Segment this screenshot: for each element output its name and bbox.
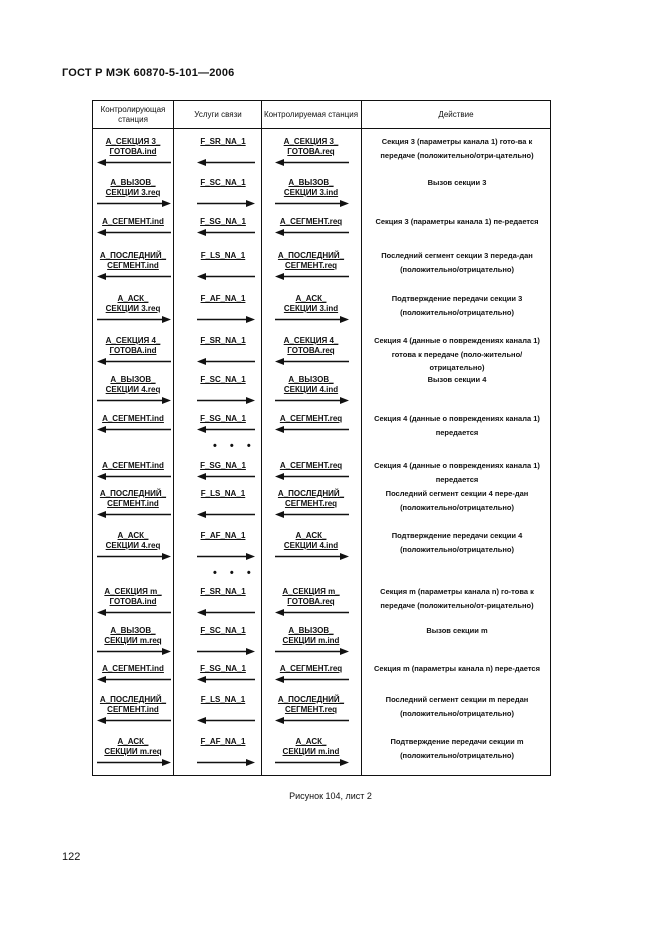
controlled-station-primitive — [265, 695, 357, 715]
controlled-station-primitive-line: A_АСК_ — [295, 294, 327, 303]
controlling-station-primitive-line: A_СЕКЦИЯ 4_ — [105, 336, 161, 345]
service-name — [193, 178, 253, 188]
controlled-station-primitive-line: A_СЕКЦИЯ 4_ — [283, 336, 339, 345]
service-name-line: F_AF_NA_1 — [200, 737, 246, 746]
arrow-right-icon — [97, 199, 171, 208]
service-name-line: F_SC_NA_1 — [200, 375, 246, 384]
figure-caption: Рисунок 104, лист 2 — [289, 791, 372, 801]
arrow-left-icon — [197, 510, 255, 519]
arrow-right-icon — [97, 396, 171, 405]
controlling-station-primitive-line: СЕГМЕНТ.ind — [107, 261, 159, 270]
arrow-left-icon — [97, 357, 171, 366]
controlled-station-primitive — [265, 375, 357, 395]
arrow-left-icon — [275, 510, 349, 519]
controlled-station-primitive — [265, 489, 357, 509]
controlling-station-primitive-line: A_СЕГМЕНТ.ind — [102, 664, 164, 673]
controlled-station-primitive-line: A_СЕКЦИЯ m_ — [282, 587, 340, 596]
controlling-station-primitive-line: СЕГМЕНТ.ind — [107, 499, 159, 508]
controlled-station-primitive — [265, 414, 357, 424]
service-name-line: F_SC_NA_1 — [200, 626, 246, 635]
arrow-right-icon — [197, 396, 255, 405]
controlling-station-primitive — [95, 414, 171, 424]
column-header-controlling-station: Контролирующая станция — [100, 105, 166, 124]
action-description: Секция 3 (параметры канала 1) пе-редается — [375, 217, 539, 226]
controlled-station-primitive — [265, 664, 357, 674]
action-description: Последний сегмент секции m передан (положительно/отрицательно) — [385, 695, 529, 718]
controlled-station-primitive-line: A_АСК_ — [295, 737, 327, 746]
controlled-station-primitive-line: A_ВЫЗОВ_ — [288, 375, 334, 384]
column-header-action: Действие — [438, 110, 474, 119]
controlled-station-primitive-line: СЕКЦИИ 3.ind — [283, 304, 339, 313]
controlled-station-primitive-line: СЕКЦИИ 4.ind — [283, 541, 339, 550]
arrow-left-icon — [275, 716, 349, 725]
column-header-services: Услуги связи — [194, 110, 242, 119]
arrow-right-icon — [197, 315, 255, 324]
service-name-line: F_SC_NA_1 — [200, 178, 246, 187]
arrow-left-icon — [197, 272, 255, 281]
arrow-right-icon — [275, 552, 349, 561]
controlling-station-primitive-line: A_ПОСЛЕДНИЙ_ — [99, 695, 167, 704]
arrow-left-icon — [275, 608, 349, 617]
controlled-station-primitive-line: СЕКЦИИ 3.ind — [283, 188, 339, 197]
action-description: Секция 4 (данные о повреждениях канала 1) передается — [374, 414, 540, 437]
arrow-left-icon — [97, 158, 171, 167]
controlled-station-primitive — [265, 251, 357, 271]
service-name — [193, 737, 253, 747]
service-name — [193, 664, 253, 674]
column-divider — [361, 101, 362, 775]
action-description: Последний сегмент секции 4 пере-дан (положительно/отрицательно) — [385, 489, 529, 512]
controlling-station-primitive — [95, 217, 171, 227]
controlling-station-primitive — [95, 695, 171, 715]
service-name — [193, 489, 253, 499]
column-divider — [261, 101, 262, 775]
controlled-station-primitive-line: A_ПОСЛЕДНИЙ_ — [277, 489, 345, 498]
page-number: 122 — [62, 851, 81, 863]
document-header: ГОСТ Р МЭК 60870-5-101—2006 — [62, 67, 235, 79]
controlled-station-primitive-line: A_СЕГМЕНТ.req — [279, 664, 343, 673]
controlled-station-primitive-line: A_ВЫЗОВ_ — [288, 178, 334, 187]
controlled-station-primitive — [265, 294, 357, 314]
header-divider — [93, 128, 550, 129]
controlling-station-primitive-line: СЕКЦИИ 4.req — [105, 385, 161, 394]
arrow-left-icon — [97, 510, 171, 519]
ellipsis: • • • — [213, 567, 256, 579]
controlled-station-primitive-line: СЕКЦИИ m.ind — [282, 747, 340, 756]
service-name-line: F_LS_NA_1 — [200, 695, 246, 704]
action-description: Подтверждение передачи секции 4 (положительно/отрицательно) — [391, 531, 523, 554]
service-name-line: F_AF_NA_1 — [200, 531, 246, 540]
controlling-station-primitive — [95, 137, 171, 157]
controlling-station-primitive-line: A_ВЫЗОВ_ — [110, 375, 156, 384]
controlling-station-primitive-line: СЕКЦИИ 3.req — [105, 188, 161, 197]
controlling-station-primitive-line: ГОТОВА.ind — [109, 597, 157, 606]
controlled-station-primitive-line: СЕГМЕНТ.req — [284, 705, 338, 714]
arrow-left-icon — [275, 158, 349, 167]
controlled-station-primitive — [265, 461, 357, 471]
service-name-line: F_SG_NA_1 — [200, 217, 246, 226]
controlling-station-primitive-line: СЕГМЕНТ.ind — [107, 705, 159, 714]
controlling-station-primitive — [95, 489, 171, 509]
arrow-right-icon — [97, 647, 171, 656]
controlled-station-primitive — [265, 531, 357, 551]
service-name-line: F_SR_NA_1 — [200, 336, 246, 345]
service-name — [193, 251, 253, 261]
service-name-line: F_SR_NA_1 — [200, 587, 246, 596]
arrow-left-icon — [197, 158, 255, 167]
arrow-right-icon — [275, 315, 349, 324]
controlled-station-primitive-line: A_СЕГМЕНТ.req — [279, 461, 343, 470]
controlled-station-primitive — [265, 737, 357, 757]
arrow-left-icon — [97, 228, 171, 237]
column-divider — [173, 101, 174, 775]
arrow-right-icon — [275, 647, 349, 656]
arrow-left-icon — [197, 228, 255, 237]
arrow-left-icon — [197, 425, 255, 434]
action-description: Последний сегмент секции 3 переда-дан (положительно/отрицательно) — [381, 251, 533, 274]
controlled-station-primitive-line: СЕГМЕНТ.req — [284, 261, 338, 270]
action-description: Вызов секции 4 — [427, 375, 487, 384]
arrow-right-icon — [97, 552, 171, 561]
arrow-left-icon — [97, 675, 171, 684]
arrow-left-icon — [275, 425, 349, 434]
service-name-line: F_SG_NA_1 — [200, 664, 246, 673]
ellipsis: • • • — [213, 440, 256, 452]
service-name-line: F_AF_NA_1 — [200, 294, 246, 303]
controlling-station-primitive-line: A_СЕКЦИЯ 3_ — [105, 137, 161, 146]
controlling-station-primitive-line: A_ВЫЗОВ_ — [110, 178, 156, 187]
service-name-line: F_LS_NA_1 — [200, 489, 246, 498]
arrow-left-icon — [197, 716, 255, 725]
controlled-station-primitive — [265, 626, 357, 646]
service-name — [193, 587, 253, 597]
service-name — [193, 626, 253, 636]
controlled-station-primitive-line: A_ПОСЛЕДНИЙ_ — [277, 695, 345, 704]
controlled-station-primitive — [265, 336, 357, 356]
controlling-station-primitive — [95, 587, 171, 607]
controlling-station-primitive-line: СЕКЦИИ 4.req — [105, 541, 161, 550]
arrow-left-icon — [275, 357, 349, 366]
controlled-station-primitive-line: ГОТОВА.req — [287, 147, 335, 156]
controlling-station-primitive-line: ГОТОВА.ind — [109, 346, 157, 355]
service-name — [193, 336, 253, 346]
service-name — [193, 461, 253, 471]
controlled-station-primitive-line: A_СЕГМЕНТ.req — [279, 217, 343, 226]
action-description: Подтверждение передачи секции 3 (положительно/отрицательно) — [391, 294, 523, 317]
controlling-station-primitive — [95, 336, 171, 356]
controlling-station-primitive-line: A_АСК_ — [117, 531, 149, 540]
controlling-station-primitive-line: A_СЕКЦИЯ m_ — [104, 587, 162, 596]
service-name — [193, 294, 253, 304]
controlled-station-primitive — [265, 137, 357, 157]
controlling-station-primitive — [95, 737, 171, 757]
controlling-station-primitive-line: A_СЕГМЕНТ.ind — [102, 414, 164, 423]
controlling-station-primitive — [95, 251, 171, 271]
controlled-station-primitive — [265, 587, 357, 607]
arrow-right-icon — [275, 758, 349, 767]
arrow-right-icon — [275, 199, 349, 208]
sequence-table — [92, 100, 551, 776]
service-name — [193, 531, 253, 541]
action-description: Секция 4 (данные о повреждениях канала 1) передается — [374, 461, 540, 484]
arrow-right-icon — [275, 396, 349, 405]
service-name — [193, 695, 253, 705]
arrow-left-icon — [275, 472, 349, 481]
controlled-station-primitive-line: СЕКЦИИ m.ind — [282, 636, 340, 645]
controlling-station-primitive — [95, 461, 171, 471]
controlling-station-primitive-line: A_СЕГМЕНТ.ind — [102, 461, 164, 470]
controlled-station-primitive-line: ГОТОВА.req — [287, 346, 335, 355]
arrow-right-icon — [197, 552, 255, 561]
service-name — [193, 375, 253, 385]
controlling-station-primitive — [95, 375, 171, 395]
action-description: Секция 4 (данные о повреждениях канала 1) готова к передаче (поло-жительно/отрицательно) — [374, 336, 540, 372]
arrow-right-icon — [97, 315, 171, 324]
controlling-station-primitive-line: СЕКЦИИ 3.req — [105, 304, 161, 313]
action-description: Секция m (параметры канала n) пере-дается — [374, 664, 540, 673]
controlling-station-primitive-line: A_АСК_ — [117, 294, 149, 303]
service-name-line: F_LS_NA_1 — [200, 251, 246, 260]
controlling-station-primitive — [95, 531, 171, 551]
controlling-station-primitive-line: СЕКЦИИ m.req — [104, 636, 162, 645]
service-name — [193, 217, 253, 227]
arrow-left-icon — [97, 472, 171, 481]
controlled-station-primitive-line: СЕГМЕНТ.req — [284, 499, 338, 508]
arrow-left-icon — [275, 228, 349, 237]
arrow-right-icon — [197, 199, 255, 208]
arrow-left-icon — [275, 675, 349, 684]
controlling-station-primitive — [95, 664, 171, 674]
service-name-line: F_SR_NA_1 — [200, 137, 246, 146]
action-description: Секция m (параметры канала n) го-това к передаче (положительно/от-рицательно) — [380, 587, 534, 610]
action-description: Вызов секции 3 — [427, 178, 487, 187]
arrow-left-icon — [97, 425, 171, 434]
action-description: Вызов секции m — [426, 626, 488, 635]
service-name-line: F_SG_NA_1 — [200, 461, 246, 470]
service-name — [193, 137, 253, 147]
arrow-right-icon — [197, 758, 255, 767]
arrow-right-icon — [197, 647, 255, 656]
controlled-station-primitive — [265, 178, 357, 198]
action-description: Подтверждение передачи секции m (положительно/отрицательно) — [390, 737, 524, 760]
arrow-left-icon — [97, 272, 171, 281]
controlling-station-primitive-line: A_АСК_ — [117, 737, 149, 746]
action-description: Секция 3 (параметры канала 1) гото-ва к передаче (положительно/отри-цательно) — [380, 137, 534, 160]
controlled-station-primitive — [265, 217, 357, 227]
controlled-station-primitive-line: ГОТОВА.req — [287, 597, 335, 606]
arrow-right-icon — [97, 758, 171, 767]
arrow-left-icon — [197, 608, 255, 617]
controlling-station-primitive — [95, 178, 171, 198]
controlling-station-primitive-line: A_ВЫЗОВ_ — [110, 626, 156, 635]
controlled-station-primitive-line: СЕКЦИИ 4.ind — [283, 385, 339, 394]
arrow-left-icon — [197, 675, 255, 684]
controlled-station-primitive-line: A_ПОСЛЕДНИЙ_ — [277, 251, 345, 260]
controlled-station-primitive-line: A_СЕКЦИЯ 3_ — [283, 137, 339, 146]
controlling-station-primitive-line: A_СЕГМЕНТ.ind — [102, 217, 164, 226]
service-name — [193, 414, 253, 424]
controlled-station-primitive-line: A_СЕГМЕНТ.req — [279, 414, 343, 423]
controlled-station-primitive-line: A_АСК_ — [295, 531, 327, 540]
controlled-station-primitive-line: A_ВЫЗОВ_ — [288, 626, 334, 635]
arrow-left-icon — [197, 357, 255, 366]
controlling-station-primitive-line: A_ПОСЛЕДНИЙ_ — [99, 489, 167, 498]
arrow-left-icon — [275, 272, 349, 281]
column-header-controlled-station: Контролируемая станция — [263, 110, 359, 119]
controlling-station-primitive — [95, 294, 171, 314]
arrow-left-icon — [97, 608, 171, 617]
controlling-station-primitive-line: СЕКЦИИ m.req — [104, 747, 162, 756]
arrow-left-icon — [97, 716, 171, 725]
controlling-station-primitive-line: ГОТОВА.ind — [109, 147, 157, 156]
service-name-line: F_SG_NA_1 — [200, 414, 246, 423]
controlling-station-primitive-line: A_ПОСЛЕДНИЙ_ — [99, 251, 167, 260]
controlling-station-primitive — [95, 626, 171, 646]
arrow-left-icon — [197, 472, 255, 481]
